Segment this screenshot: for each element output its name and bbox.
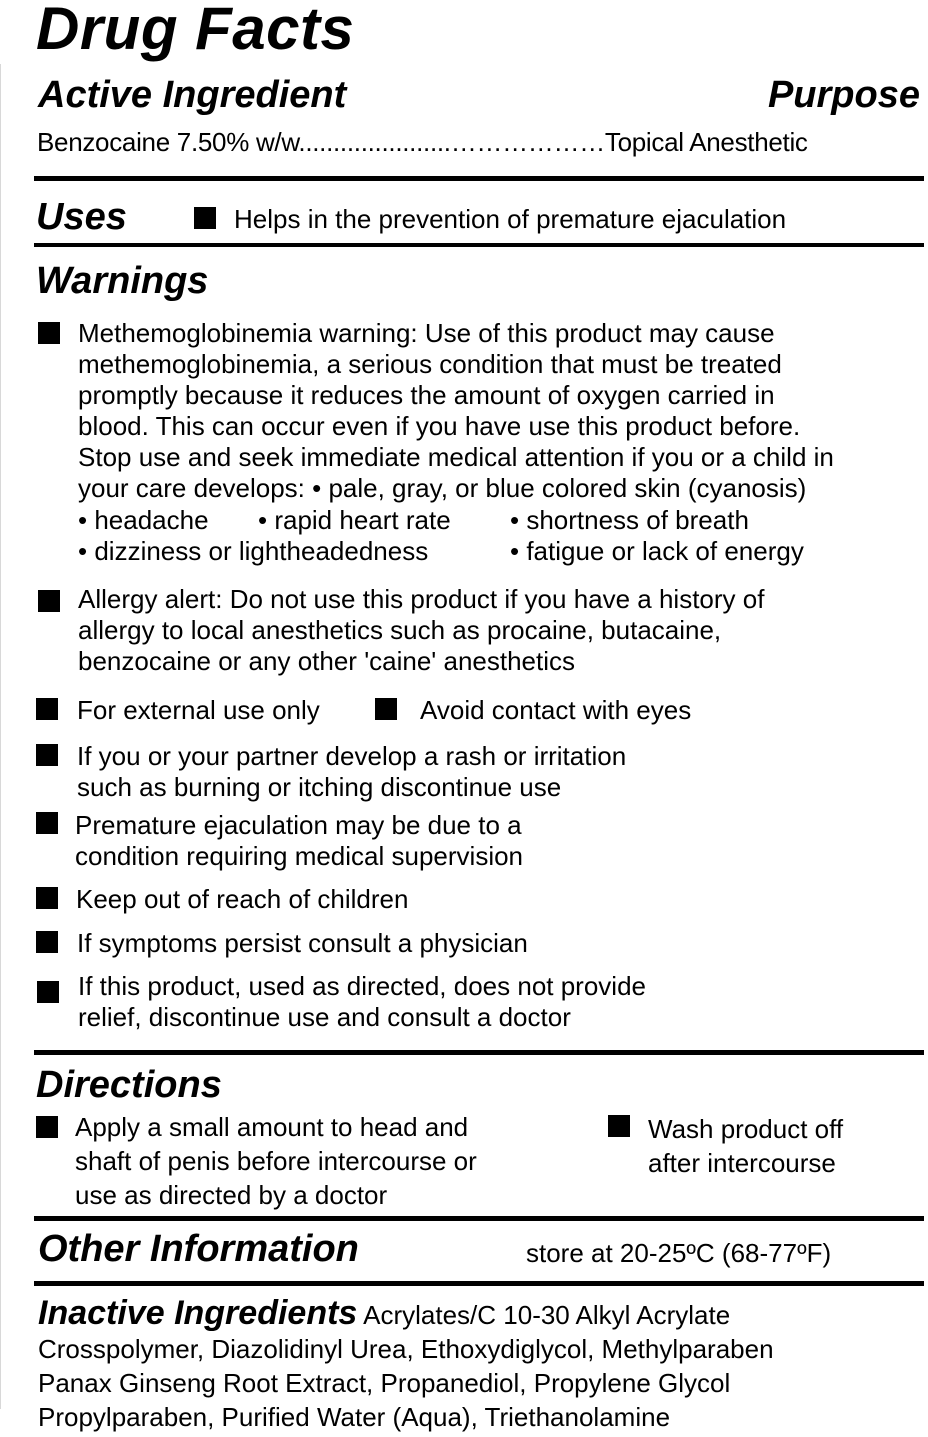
warning-line: benzocaine or any other 'caine' anesthetics (78, 646, 576, 676)
warning-line: promptly because it reduces the amount of oxygen carried in (78, 380, 775, 410)
relief-warning (78, 971, 646, 1033)
section-divider (34, 243, 924, 247)
direction-line: Apply a small amount to head and (75, 1112, 469, 1142)
warning-line: blood. This can occur even if you have use this product before. (78, 411, 801, 441)
rash-warning (77, 741, 626, 803)
inactive-ingredients (38, 1296, 774, 1434)
inactive-ingredient-line: Propylparaben, Purified Water (Aqua), Triethanolamine (38, 1402, 671, 1432)
page-edge-line (0, 64, 1, 1409)
storage-info: store at 20-25ºC (68-77ºF) (526, 1238, 832, 1268)
warning-line: Methemoglobinemia warning: Use of this product may cause (78, 318, 775, 348)
active-ingredient-line: Benzocaine 7.50% w/w......................………………Topical Anesthetic (37, 127, 808, 157)
bullet-square (36, 1116, 58, 1138)
symptom-item: • rapid heart rate (258, 505, 451, 535)
direction-line: after intercourse (648, 1148, 836, 1178)
eye-contact-warning: Avoid contact with eyes (420, 695, 692, 725)
bullet-square (38, 322, 60, 344)
direction-line: shaft of penis before intercourse or (75, 1146, 477, 1176)
bullet-square (37, 981, 59, 1003)
warnings-heading: Warnings (36, 260, 209, 302)
section-divider (34, 1281, 924, 1286)
directions-apply (75, 1110, 477, 1212)
methemoglobinemia-warning (78, 318, 834, 504)
section-divider (34, 176, 924, 181)
bullet-square (36, 931, 58, 953)
warning-line: If this product, used as directed, does not provide (78, 971, 647, 1001)
symptom-item: • dizziness or lightheadedness (78, 536, 429, 566)
warning-line: Stop use and seek immediate medical attention if you or a child in (78, 442, 834, 472)
section-divider (34, 1050, 924, 1055)
bullet-square (375, 698, 397, 720)
bullet-square (36, 887, 58, 909)
bullet-square (36, 812, 58, 834)
direction-line: Wash product off (648, 1114, 844, 1144)
symptoms-persist-warning: If symptoms persist consult a physician (77, 928, 528, 958)
symptom-item: • fatigue or lack of energy (510, 536, 804, 566)
bullet-square (36, 698, 58, 720)
warning-line: your care develops: • pale, gray, or blue colored skin (cyanosis) (78, 473, 807, 503)
inactive-ingredient-line: Acrylates/C 10-30 Alkyl Acrylate (363, 1300, 731, 1330)
bullet-square (38, 590, 60, 612)
warning-line: allergy to local anesthetics such as procaine, butacaine, (78, 615, 722, 645)
bullet-square (36, 744, 58, 766)
directions-wash (648, 1112, 843, 1180)
section-divider (34, 1216, 924, 1221)
warning-line: such as burning or itching discontinue use (77, 772, 562, 802)
warning-line: methemoglobinemia, a serious condition that must be treated (78, 349, 782, 379)
warning-line: Premature ejaculation may be due to a (75, 810, 522, 840)
children-warning: Keep out of reach of children (76, 884, 409, 914)
other-information-heading: Other Information (38, 1228, 359, 1270)
uses-heading: Uses (36, 196, 127, 238)
inactive-ingredient-line: Crosspolymer, Diazolidinyl Urea, Ethoxydiglycol, Methylparaben (38, 1334, 774, 1364)
uses-item: Helps in the prevention of premature ejaculation (234, 204, 787, 234)
warning-line: If you or your partner develop a rash or irritation (77, 741, 627, 771)
purpose-heading: Purpose (767, 74, 920, 116)
bullet-square (194, 207, 216, 229)
warning-line: relief, discontinue use and consult a doctor (78, 1002, 571, 1032)
inactive-ingredient-line: Panax Ginseng Root Extract, Propanediol, Propylene Glycol (38, 1368, 731, 1398)
warning-line: condition requiring medical supervision (75, 841, 524, 871)
active-ingredient-heading: Active Ingredient (38, 74, 347, 116)
allergy-alert (78, 584, 764, 677)
symptom-item: • shortness of breath (510, 505, 749, 535)
directions-heading: Directions (36, 1064, 222, 1106)
warning-line: Allergy alert: Do not use this product if you have a history of (78, 584, 765, 614)
page-title: Drug Facts (36, 0, 355, 62)
bullet-square (608, 1115, 630, 1137)
premature-warning (75, 810, 523, 872)
direction-line: use as directed by a doctor (75, 1180, 388, 1210)
inactive-ingredients-heading: Inactive Ingredients (38, 1294, 358, 1332)
external-use-warning: For external use only (77, 695, 320, 725)
symptom-item: • headache (78, 505, 209, 535)
